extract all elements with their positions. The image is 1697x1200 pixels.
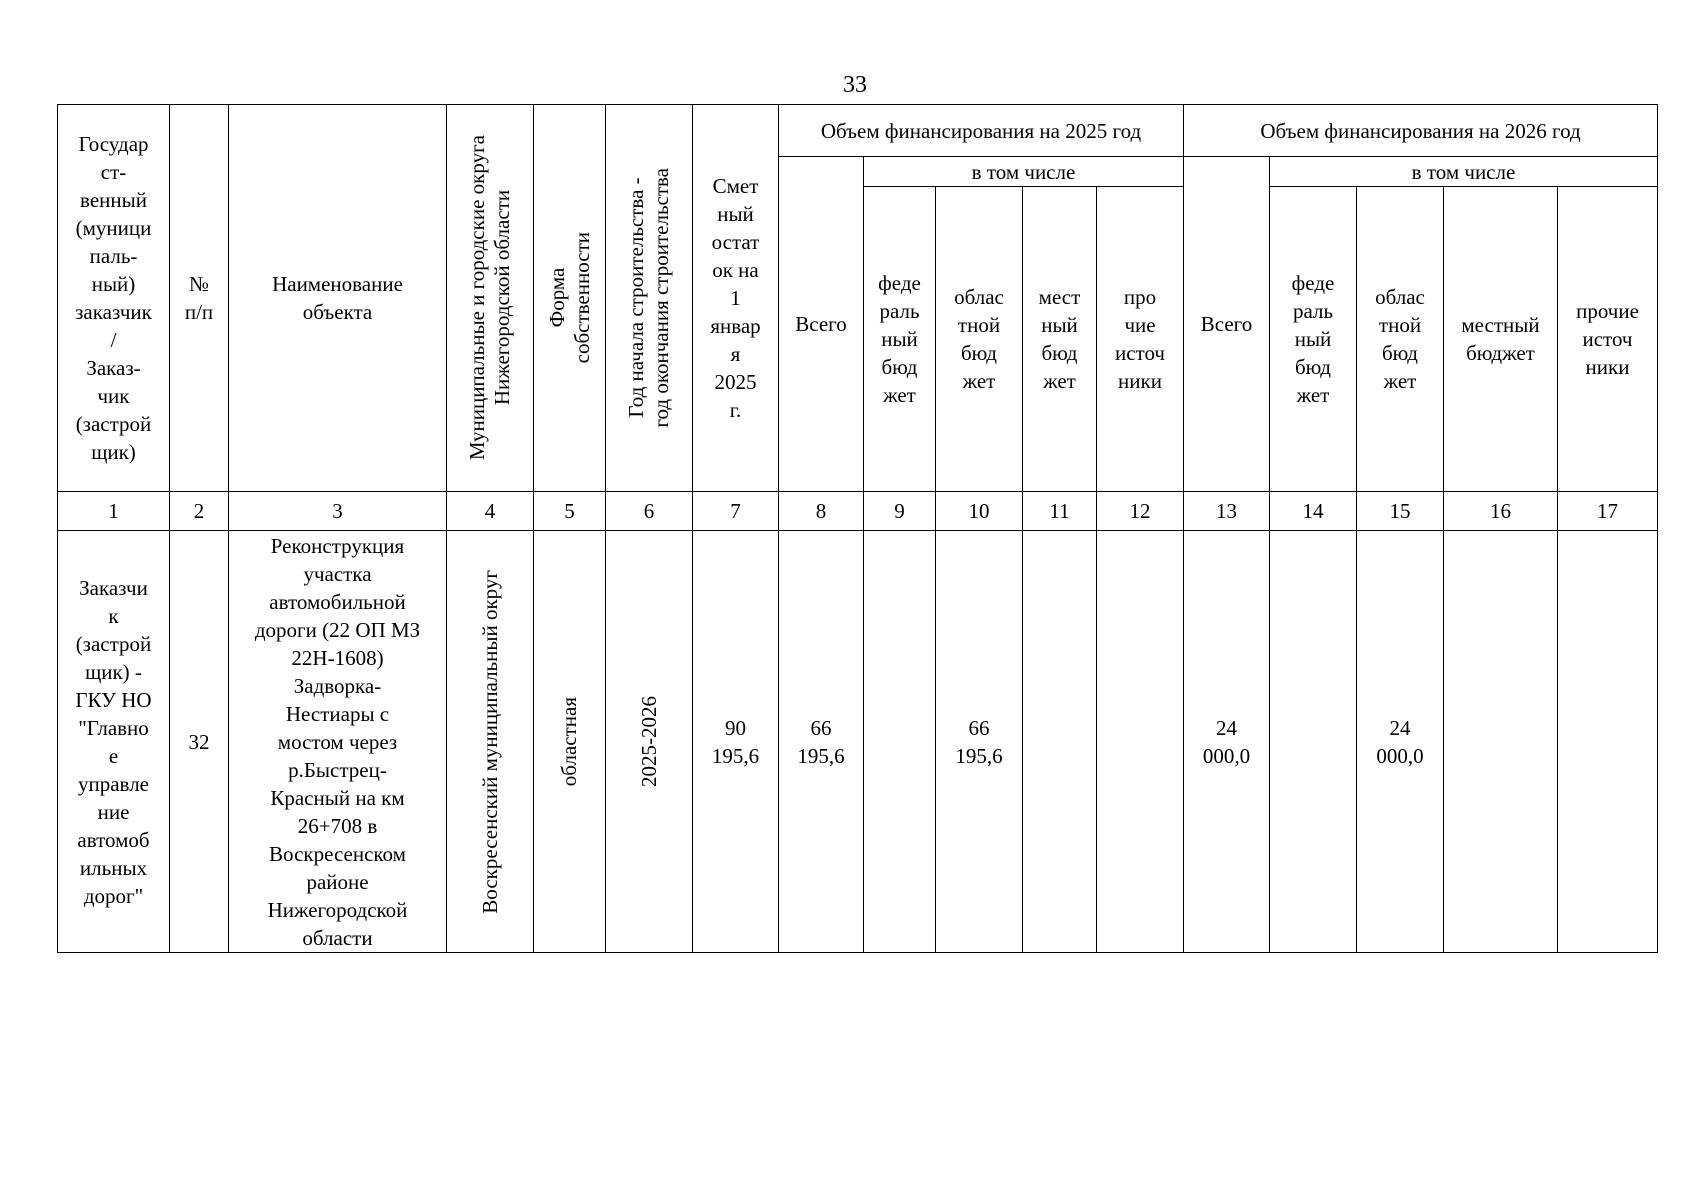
header-total-2026: Всего	[1184, 157, 1270, 492]
header-including-2025: в том числе	[864, 157, 1184, 187]
column-number: 17	[1558, 492, 1658, 531]
row-total-2026: 24 000,0	[1184, 531, 1270, 953]
header-other-2026: прочие источ ники	[1558, 187, 1658, 492]
header-municipality: Муниципальные и городские округа Нижегородской области	[465, 135, 514, 461]
header-federal-2025: феде раль ный бюд жет	[864, 187, 936, 492]
column-number: 4	[447, 492, 534, 531]
row-object-name: Реконструкция участка автомобильной дороги (22 ОП МЗ 22Н-1608) Задворка- Нестиары с мостом через р.Быстрец- Красный на км 26+708 в Воскресенском районе Нижегородской области	[229, 531, 447, 953]
row-years: 2025-2026	[636, 696, 661, 787]
column-number: 5	[534, 492, 606, 531]
row-ownership-cell	[534, 531, 606, 953]
column-number: 2	[170, 492, 229, 531]
row-local-2025	[1023, 531, 1097, 953]
header-years: Год начала строительства - год окончания строительства	[624, 168, 673, 428]
row-municipality: Воскресенский муниципальный округ	[477, 569, 502, 914]
column-number: 7	[693, 492, 779, 531]
row-local-2026	[1444, 531, 1558, 953]
page-number: 33	[843, 72, 867, 98]
column-number: 8	[779, 492, 864, 531]
header-regional-2025: облас тной бюд жет	[936, 187, 1023, 492]
header-num: № п/п	[170, 105, 229, 492]
financing-table	[57, 104, 1658, 953]
header-years-cell	[606, 105, 693, 492]
row-years-cell	[606, 531, 693, 953]
column-number: 11	[1023, 492, 1097, 531]
header-local-2025: мест ный бюд жет	[1023, 187, 1097, 492]
row-regional-2026: 24 000,0	[1357, 531, 1444, 953]
row-total-2025: 66 195,6	[779, 531, 864, 953]
row-municipality-cell	[447, 531, 534, 953]
column-number: 1	[58, 492, 170, 531]
table-row	[58, 531, 1658, 953]
row-federal-2026	[1270, 531, 1357, 953]
header-municipality-cell	[447, 105, 534, 492]
header-regional-2026: облас тной бюд жет	[1357, 187, 1444, 492]
column-number: 15	[1357, 492, 1444, 531]
row-other-2025	[1097, 531, 1184, 953]
header-fin-2026: Объем финансирования на 2026 год	[1184, 105, 1658, 157]
header-ownership-cell	[534, 105, 606, 492]
column-number: 16	[1444, 492, 1558, 531]
header-customer: Государ ст- венный (муници паль- ный) заказчик / Заказ- чик (застрой щик)	[58, 105, 170, 492]
row-customer: Заказчи к (застрой щик) - ГКУ НО "Главно е управле ние автомоб ильных дорог"	[58, 531, 170, 953]
row-regional-2025: 66 195,6	[936, 531, 1023, 953]
column-number: 6	[606, 492, 693, 531]
row-federal-2025	[864, 531, 936, 953]
header-other-2025: про чие источ ники	[1097, 187, 1184, 492]
header-object-name: Наименование объекта	[229, 105, 447, 492]
header-total-2025: Всего	[779, 157, 864, 492]
header-estimate: Смет ный остат ок на 1 январ я 2025 г.	[693, 105, 779, 492]
header-local-2026: местный бюджет	[1444, 187, 1558, 492]
column-number: 14	[1270, 492, 1357, 531]
header-federal-2026: феде раль ный бюд жет	[1270, 187, 1357, 492]
header-ownership: Форма собственности	[544, 232, 594, 364]
column-number: 9	[864, 492, 936, 531]
column-numbers-row	[58, 492, 1658, 531]
header-including-2026: в том числе	[1270, 157, 1658, 187]
row-num: 32	[170, 531, 229, 953]
row-estimate: 90 195,6	[693, 531, 779, 953]
column-number: 10	[936, 492, 1023, 531]
row-ownership: областная	[557, 696, 581, 787]
column-number: 12	[1097, 492, 1184, 531]
column-number: 3	[229, 492, 447, 531]
row-other-2026	[1558, 531, 1658, 953]
column-number: 13	[1184, 492, 1270, 531]
header-fin-2025: Объем финансирования на 2025 год	[779, 105, 1184, 157]
